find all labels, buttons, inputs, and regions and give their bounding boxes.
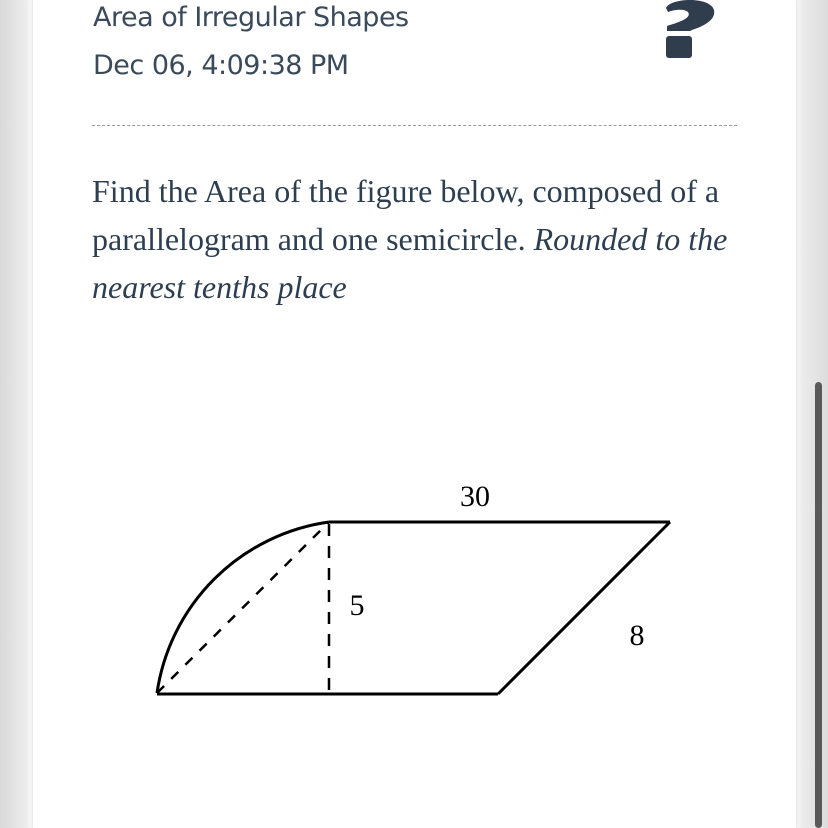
question-prompt: Find the Area of the figure below, composed of a parallelogram and one semicircle. [92, 173, 720, 257]
assignment-title: Area of Irregular Shapes [93, 2, 409, 33]
scrollbar-thumb[interactable] [815, 382, 822, 828]
semicircle-diameter [157, 522, 329, 693]
label-top-length: 30 [460, 480, 490, 513]
rounding-instruction: Rounded to the nearest tenths place [92, 221, 728, 305]
label-side-length: 8 [629, 619, 645, 652]
parallelogram-right-edge [498, 522, 670, 694]
timestamp: Dec 06, 4:09:38 PM [93, 50, 349, 81]
label-height: 5 [349, 589, 365, 622]
